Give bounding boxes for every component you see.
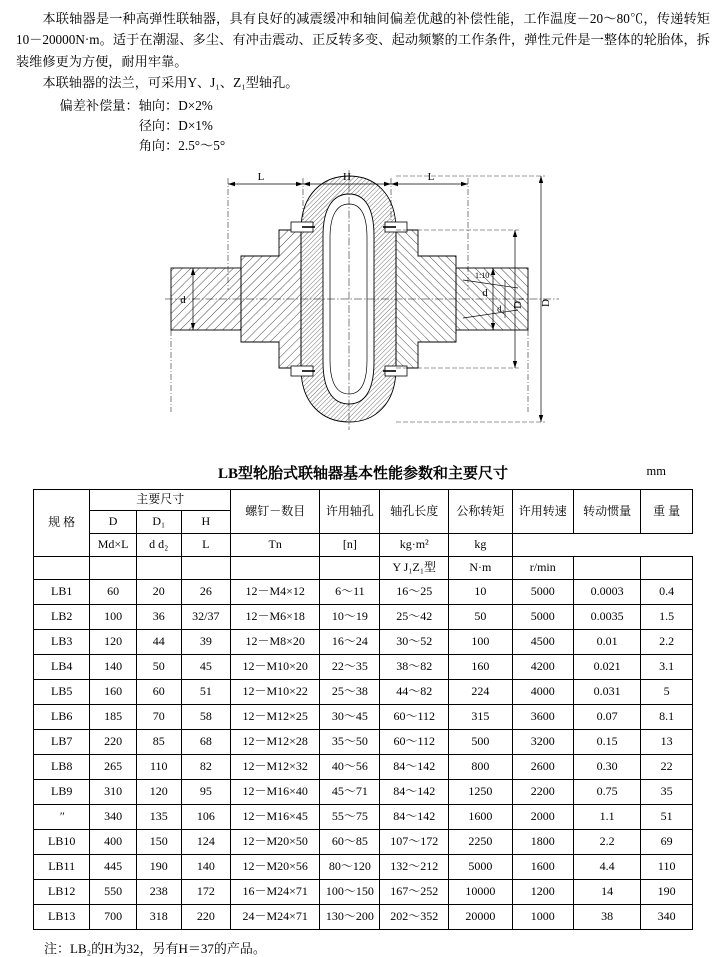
table-row — [34, 804, 693, 829]
cell-bore: 35～50 — [320, 729, 380, 754]
table-header-row-3 — [34, 533, 693, 556]
cell-weight: 51 — [641, 804, 693, 829]
cell-bore: 40～56 — [320, 754, 380, 779]
cell-bore: 25～38 — [320, 679, 380, 704]
cell-bore: 16～24 — [320, 629, 380, 654]
header-bore-blank — [320, 556, 380, 579]
cell-tn: 1250 — [449, 779, 513, 804]
table-row — [34, 604, 693, 629]
compensation-value-2: 2.5°～5° — [178, 137, 226, 153]
cell-md: 12－M16×40 — [231, 779, 320, 804]
drawing-svg — [163, 160, 563, 450]
cell-inertia: 14 — [573, 879, 640, 904]
cell-n: 2600 — [512, 754, 573, 779]
cell-D1: 318 — [136, 904, 181, 929]
cell-D1: 135 — [136, 804, 181, 829]
cell-md: 12－M12×32 — [231, 754, 320, 779]
header-weight-blank — [641, 556, 693, 579]
cell-D: 185 — [90, 704, 137, 729]
header-bore-sym: d d₂ — [136, 533, 181, 556]
cell-weight: 8.1 — [641, 704, 693, 729]
compensation-block — [16, 96, 710, 156]
header-spec: 规 格 — [34, 489, 90, 556]
intro-paragraph-2: 本联轴器的法兰，可采用Y、J₁、Z₁型轴孔。 — [42, 75, 299, 91]
cell-len: 16～25 — [380, 579, 449, 604]
cell-n: 1200 — [512, 879, 573, 904]
cell-weight: 69 — [641, 829, 693, 854]
cell-inertia: 0.021 — [573, 654, 640, 679]
cell-spec: LB7 — [34, 729, 90, 754]
cell-D1: 50 — [136, 654, 181, 679]
cell-D1: 44 — [136, 629, 181, 654]
cell-n: 1800 — [512, 829, 573, 854]
header-n-sym: [n] — [320, 533, 380, 556]
header-n-unit: r/min — [512, 556, 573, 579]
cell-D: 445 — [90, 854, 137, 879]
table-note: 注：LB₂的H为32，另有H＝37的产品。 — [44, 940, 266, 956]
cell-len: 84～142 — [380, 804, 449, 829]
cell-H: 95 — [181, 779, 230, 804]
cell-tn: 315 — [449, 704, 513, 729]
header-main-dims: 主要尺寸 — [90, 489, 231, 510]
cell-inertia: 0.01 — [573, 629, 640, 654]
cell-weight: 2.2 — [641, 629, 693, 654]
label-taper: 1:10 — [475, 270, 490, 280]
table-row — [34, 854, 693, 879]
cell-tn: 5000 — [449, 854, 513, 879]
cell-len: 44～82 — [380, 679, 449, 704]
table-body — [34, 579, 693, 929]
cell-D: 120 — [90, 629, 137, 654]
cell-inertia: 0.75 — [573, 779, 640, 804]
cell-bore: 30～45 — [320, 704, 380, 729]
cell-bore: 100～150 — [320, 879, 380, 904]
cell-D: 700 — [90, 904, 137, 929]
table-title-row — [0, 462, 726, 483]
cell-H: 39 — [181, 629, 230, 654]
cell-len: 38～82 — [380, 654, 449, 679]
cell-inertia: 0.15 — [573, 729, 640, 754]
table-row — [34, 704, 693, 729]
header-weight: 重 量 — [641, 489, 693, 533]
intro-section — [0, 0, 726, 156]
cell-md: 12－M4×12 — [231, 579, 320, 604]
cell-len: 202～352 — [380, 904, 449, 929]
cell-md: 12－M10×20 — [231, 654, 320, 679]
cell-D1: 60 — [136, 679, 181, 704]
cell-D: 550 — [90, 879, 137, 904]
cell-inertia: 0.30 — [573, 754, 640, 779]
cell-spec: LB5 — [34, 679, 90, 704]
cell-bore: 45～71 — [320, 779, 380, 804]
cell-H: 172 — [181, 879, 230, 904]
cell-tn: 10000 — [449, 879, 513, 904]
cell-D: 100 — [90, 604, 137, 629]
cell-inertia: 38 — [573, 904, 640, 929]
cell-D: 220 — [90, 729, 137, 754]
compensation-title: 偏差补偿量： — [59, 97, 139, 113]
cell-D1: 238 — [136, 879, 181, 904]
cell-weight: 110 — [641, 854, 693, 879]
header-bore-length: 轴孔长度 — [380, 489, 449, 533]
cell-n: 1600 — [512, 854, 573, 879]
table-row — [34, 654, 693, 679]
cell-D1: 70 — [136, 704, 181, 729]
label-H: H — [343, 170, 351, 183]
cell-tn: 160 — [449, 654, 513, 679]
cell-md: 24－M24×71 — [231, 904, 320, 929]
cell-spec: LB3 — [34, 629, 90, 654]
cell-bore: 130～200 — [320, 904, 380, 929]
cell-tn: 224 — [449, 679, 513, 704]
table-row — [34, 904, 693, 929]
cell-spec: LB1 — [34, 579, 90, 604]
cell-D: 310 — [90, 779, 137, 804]
header-screws: 螺钉－数目 — [231, 489, 320, 533]
header-len-sym: L — [181, 533, 230, 556]
cell-inertia: 0.07 — [573, 704, 640, 729]
cell-weight: 22 — [641, 754, 693, 779]
cell-spec: LB8 — [34, 754, 90, 779]
header-inertia-sym: kg·m² — [380, 533, 449, 556]
cell-H: 124 — [181, 829, 230, 854]
header-D1-blank — [136, 556, 181, 579]
cell-len: 84～142 — [380, 754, 449, 779]
cell-bore: 6～11 — [320, 579, 380, 604]
cell-n: 2200 — [512, 779, 573, 804]
table-row — [34, 829, 693, 854]
cell-H: 68 — [181, 729, 230, 754]
cell-n: 1000 — [512, 904, 573, 929]
cell-md: 12－M12×25 — [231, 704, 320, 729]
compensation-label-0: 轴向： — [138, 97, 179, 113]
cell-len: 84～142 — [380, 779, 449, 804]
cell-n: 5000 — [512, 579, 573, 604]
cell-D: 340 — [90, 804, 137, 829]
table-header-row-4 — [34, 556, 693, 579]
table-row — [34, 729, 693, 754]
cell-spec: LB9 — [34, 779, 90, 804]
cell-D1: 36 — [136, 604, 181, 629]
header-speed: 许用转速 — [512, 489, 573, 533]
cell-H: 32/37 — [181, 604, 230, 629]
header-H: H — [181, 510, 230, 533]
header-tn-sym: Tn — [231, 533, 320, 556]
cell-weight: 3.1 — [641, 654, 693, 679]
cell-weight: 0.4 — [641, 579, 693, 604]
table-unit: mm — [646, 463, 666, 478]
cell-spec: LB10 — [34, 829, 90, 854]
header-inertia-blank — [573, 556, 640, 579]
label-d-left: d — [180, 293, 186, 306]
compensation-row-angular — [60, 136, 710, 156]
table-head — [34, 489, 693, 579]
cell-n: 4000 — [512, 679, 573, 704]
cell-n: 4200 — [512, 654, 573, 679]
cell-spec: LB6 — [34, 704, 90, 729]
cell-spec: LB4 — [34, 654, 90, 679]
cell-inertia: 1.1 — [573, 804, 640, 829]
cell-D1: 110 — [136, 754, 181, 779]
cell-spec: LB2 — [34, 604, 90, 629]
header-tn-unit: N·m — [449, 556, 513, 579]
cell-len: 25～42 — [380, 604, 449, 629]
cell-H: 26 — [181, 579, 230, 604]
compensation-label-1: 径向： — [138, 117, 179, 133]
compensation-row-radial — [60, 116, 710, 136]
label-L-left: L — [257, 170, 265, 183]
cell-n: 4500 — [512, 629, 573, 654]
coupling-assembly-drawing — [0, 160, 726, 460]
label-d1: d₁ — [497, 303, 505, 314]
cell-n: 2000 — [512, 804, 573, 829]
cell-bore: 55～75 — [320, 804, 380, 829]
cell-spec: LB11 — [34, 854, 90, 879]
cell-weight: 1.5 — [641, 604, 693, 629]
cell-H: 220 — [181, 904, 230, 929]
cell-len: 30～52 — [380, 629, 449, 654]
cell-D1: 150 — [136, 829, 181, 854]
cell-bore: 10～19 — [320, 604, 380, 629]
cell-md: 12－M8×20 — [231, 629, 320, 654]
cell-H: 140 — [181, 854, 230, 879]
label-d-right: d — [482, 286, 488, 299]
compensation-label-2: 角向： — [138, 137, 179, 153]
header-md: Md×L — [90, 533, 137, 556]
cell-H: 58 — [181, 704, 230, 729]
cell-inertia: 0.0003 — [573, 579, 640, 604]
cell-weight: 190 — [641, 879, 693, 904]
cell-D: 60 — [90, 579, 137, 604]
cell-inertia: 0.0035 — [573, 604, 640, 629]
cell-weight: 340 — [641, 904, 693, 929]
header-D1: D₁ — [136, 510, 181, 533]
cell-tn: 10 — [449, 579, 513, 604]
table-row — [34, 629, 693, 654]
cell-H: 106 — [181, 804, 230, 829]
label-D1: D₁ — [512, 296, 524, 309]
compensation-row-axial — [60, 96, 710, 116]
table-row — [34, 779, 693, 804]
table-row — [34, 579, 693, 604]
cell-n: 3200 — [512, 729, 573, 754]
cell-D: 140 — [90, 654, 137, 679]
cell-weight: 5 — [641, 679, 693, 704]
cell-md: 12－M10×22 — [231, 679, 320, 704]
table-title: LB型轮胎式联轴器基本性能参数和主要尺寸 — [217, 465, 508, 482]
cell-D1: 190 — [136, 854, 181, 879]
cell-D: 160 — [90, 679, 137, 704]
cell-inertia: 0.031 — [573, 679, 640, 704]
cell-md: 12－M16×45 — [231, 804, 320, 829]
cell-weight: 35 — [641, 779, 693, 804]
cell-n: 3600 — [512, 704, 573, 729]
cell-H: 82 — [181, 754, 230, 779]
cell-inertia: 4.4 — [573, 854, 640, 879]
table-header-row-1 — [34, 489, 693, 510]
header-md-blank — [231, 556, 320, 579]
label-L-right: L — [427, 170, 435, 183]
cell-bore: 60～85 — [320, 829, 380, 854]
cell-n: 5000 — [512, 604, 573, 629]
cell-D1: 120 — [136, 779, 181, 804]
cell-len: 60～112 — [380, 729, 449, 754]
cell-tn: 800 — [449, 754, 513, 779]
header-inertia: 转动惯量 — [573, 489, 640, 533]
cell-len: 132～212 — [380, 854, 449, 879]
cell-md: 12－M20×56 — [231, 854, 320, 879]
header-weight-sym: kg — [449, 533, 513, 556]
cell-len: 107～172 — [380, 829, 449, 854]
cell-weight: 13 — [641, 729, 693, 754]
table-row — [34, 754, 693, 779]
cell-bore: 22～35 — [320, 654, 380, 679]
header-D: D — [90, 510, 137, 533]
cell-len: 167～252 — [380, 879, 449, 904]
intro-paragraph-1: 本联轴器是一种高弹性联轴器，具有良好的减震缓冲和轴间偏差优越的补偿性能，工作温度－20～80℃，传递转矩10－20000N·m。适于在潮湿、多尘、有冲击震动、正反转多变、起动频繁的工作条件，弹性元件是一整体的轮胎体，拆装维修更为方便，耐用牢靠。 — [16, 11, 710, 69]
header-torque: 公称转矩 — [449, 489, 513, 533]
label-D: D — [540, 298, 552, 307]
cell-D1: 85 — [136, 729, 181, 754]
header-len-unit: Y J₁Z₁型 — [380, 556, 449, 579]
cell-tn: 500 — [449, 729, 513, 754]
cell-md: 12－M12×28 — [231, 729, 320, 754]
cell-tn: 100 — [449, 629, 513, 654]
header-D-blank — [90, 556, 137, 579]
table-row — [34, 679, 693, 704]
cell-tn: 2250 — [449, 829, 513, 854]
cell-md: 16－M24×71 — [231, 879, 320, 904]
header-bore: 许用轴孔 — [320, 489, 380, 533]
compensation-value-0: D×2% — [178, 97, 213, 113]
header-H-blank — [181, 556, 230, 579]
cell-md: 12－M6×18 — [231, 604, 320, 629]
compensation-value-1: D×1% — [178, 117, 213, 133]
cell-spec: LB12 — [34, 879, 90, 904]
table-row — [34, 879, 693, 904]
cell-tn: 1600 — [449, 804, 513, 829]
cell-spec: ″ — [34, 804, 90, 829]
cell-inertia: 2.2 — [573, 829, 640, 854]
cell-bore: 80～120 — [320, 854, 380, 879]
header-spec-blank — [34, 556, 90, 579]
cell-D: 400 — [90, 829, 137, 854]
cell-tn: 20000 — [449, 904, 513, 929]
cell-H: 51 — [181, 679, 230, 704]
cell-len: 60～112 — [380, 704, 449, 729]
cell-md: 12－M20×50 — [231, 829, 320, 854]
specification-table — [33, 489, 693, 930]
cell-tn: 50 — [449, 604, 513, 629]
cell-D: 265 — [90, 754, 137, 779]
cell-D1: 20 — [136, 579, 181, 604]
cell-H: 45 — [181, 654, 230, 679]
cell-spec: LB13 — [34, 904, 90, 929]
